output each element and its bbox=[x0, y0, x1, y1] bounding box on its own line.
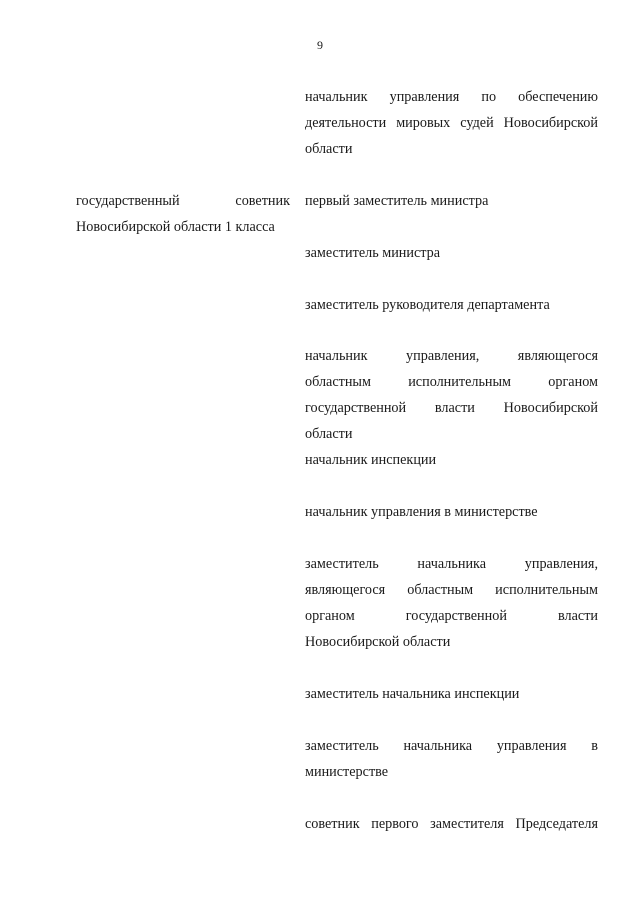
position-item bbox=[305, 240, 598, 266]
position-item bbox=[305, 733, 598, 785]
grade-line-1: государственный советник bbox=[76, 193, 290, 209]
position-line: начальник управления, являющегося bbox=[305, 348, 598, 364]
position-line: начальник инспекции bbox=[305, 452, 437, 468]
position-line: начальник управления по обеспечению bbox=[305, 89, 598, 105]
position-line: области bbox=[305, 141, 353, 157]
position-item bbox=[305, 681, 598, 707]
position-line: Новосибирской области bbox=[305, 634, 451, 650]
position-line: области bbox=[305, 426, 353, 442]
position-line: заместитель начальника управления в bbox=[305, 738, 598, 754]
grade-line-2: Новосибирской области 1 класса bbox=[76, 219, 275, 235]
position-line: начальник управления в министерстве bbox=[305, 504, 538, 520]
position-line: деятельности мировых судей Новосибирской bbox=[305, 115, 598, 131]
position-item bbox=[305, 447, 598, 473]
position-line: заместитель руководителя департамента bbox=[305, 297, 550, 313]
position-item bbox=[305, 551, 598, 655]
position-item bbox=[305, 499, 598, 525]
position-item bbox=[305, 343, 598, 447]
position-line: являющегося областным исполнительным bbox=[305, 582, 598, 598]
position-item bbox=[305, 84, 598, 162]
grade-block bbox=[76, 188, 290, 240]
position-line: заместитель начальника инспекции bbox=[305, 686, 520, 702]
position-item bbox=[305, 292, 598, 318]
position-line: советник первого заместителя Председателя bbox=[305, 816, 598, 832]
position-line: областным исполнительным органом bbox=[305, 374, 598, 390]
position-line: заместитель начальника управления, bbox=[305, 556, 598, 572]
position-line: первый заместитель министра bbox=[305, 193, 489, 209]
position-line: государственной власти Новосибирской bbox=[305, 400, 598, 416]
page-number: 9 bbox=[317, 38, 323, 52]
position-item bbox=[305, 188, 598, 214]
position-line: министерстве bbox=[305, 764, 389, 780]
position-line: органом государственной власти bbox=[305, 608, 598, 624]
position-item bbox=[305, 811, 598, 837]
position-line: заместитель министра bbox=[305, 245, 441, 261]
